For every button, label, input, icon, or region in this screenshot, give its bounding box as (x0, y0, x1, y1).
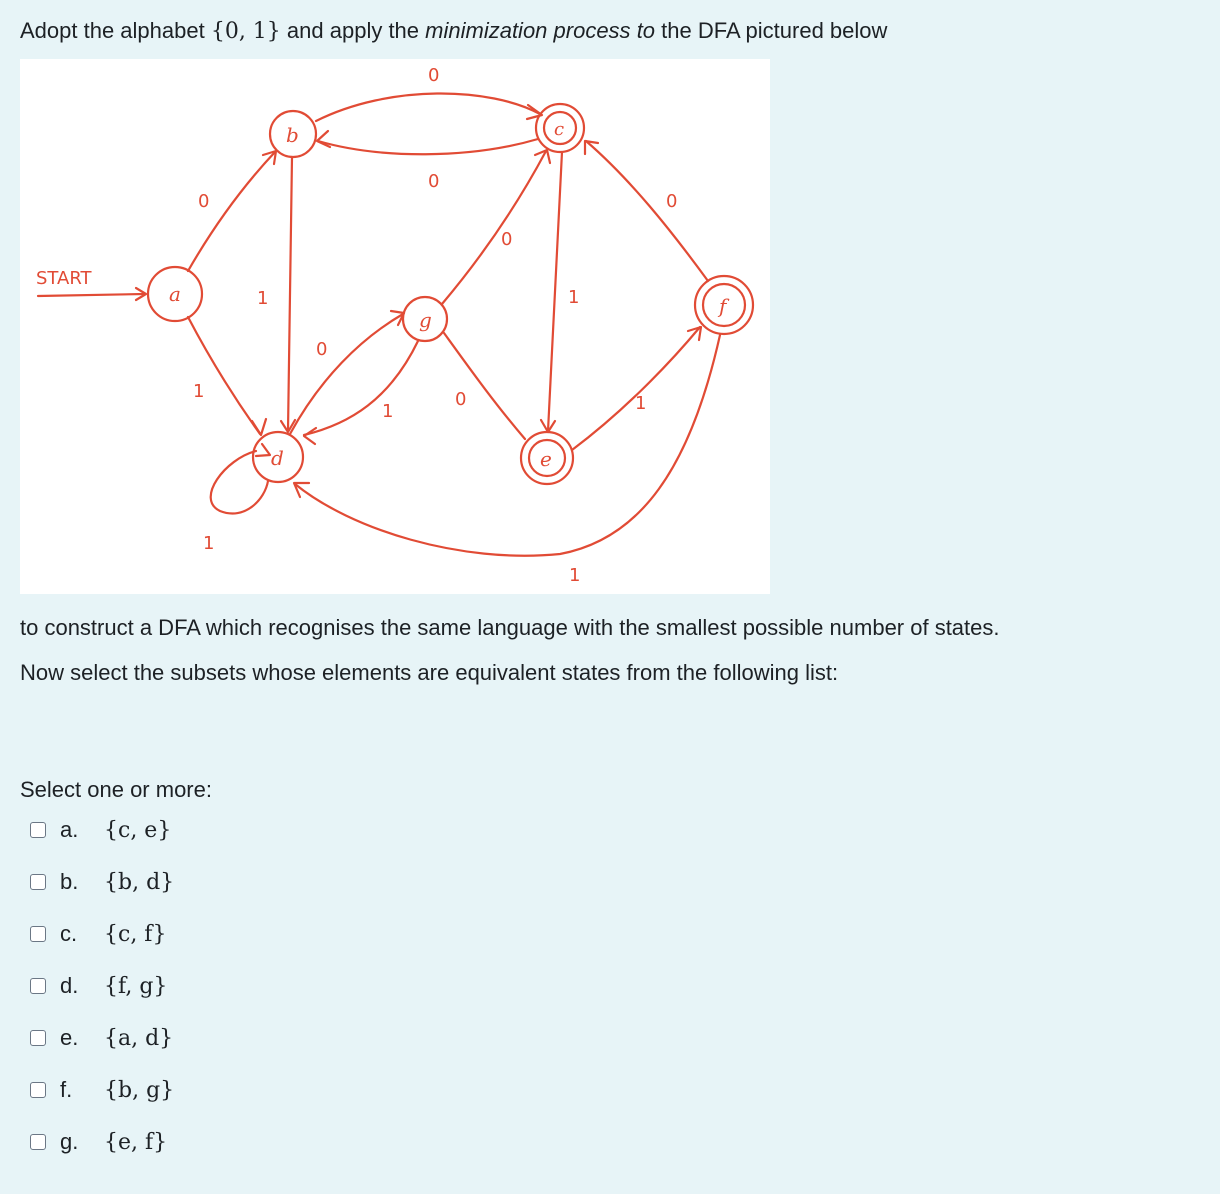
start-arrow (38, 294, 145, 296)
label-f-c: 0 (666, 191, 678, 212)
dfa-diagram (20, 59, 770, 594)
option-text: {e, f} (104, 1129, 168, 1155)
option-c[interactable] (30, 919, 166, 949)
dfa-svg (20, 59, 770, 594)
intro-part1: Adopt the alphabet (20, 18, 211, 43)
option-text: {c, e} (104, 817, 172, 843)
option-f[interactable] (30, 1075, 174, 1105)
state-c-label: c (554, 119, 565, 140)
checkbox-icon[interactable] (30, 926, 46, 942)
state-d-label: d (271, 446, 284, 470)
state-a-label: a (169, 282, 181, 306)
intro-part3: the DFA pictured below (655, 18, 888, 43)
question-instruction: Now select the subsets whose elements are equivalent states from the following list: (20, 660, 839, 685)
checkbox-icon[interactable] (30, 1134, 46, 1150)
checkbox-icon[interactable] (30, 978, 46, 994)
option-letter: b. (60, 869, 79, 894)
edge-a-d (188, 317, 260, 434)
option-text: {f, g} (104, 973, 168, 999)
label-e-f: 1 (635, 393, 647, 414)
select-prompt: Select one or more: (20, 777, 212, 802)
option-letter: g. (60, 1129, 79, 1154)
label-c-e: 1 (568, 287, 580, 308)
option-text: {b, d} (104, 869, 175, 895)
option-d[interactable] (30, 971, 167, 1001)
edge-f-c (586, 141, 708, 281)
label-a-d: 1 (193, 381, 205, 402)
option-letter: c. (60, 921, 78, 946)
edge-b-d (288, 157, 292, 431)
label-g-d: 1 (382, 401, 394, 422)
label-g-c: 0 (501, 229, 513, 250)
edge-f-d (295, 335, 720, 556)
state-b-label: b (286, 123, 299, 147)
option-letter: a. (60, 817, 79, 842)
label-c-b: 0 (428, 171, 440, 192)
edge-c-e (548, 152, 562, 431)
edge-d-loop (211, 451, 268, 514)
option-a[interactable] (30, 815, 171, 845)
alphabet-set: {0, 1} (210, 19, 281, 44)
edge-e-f (572, 327, 700, 450)
state-f-label: f (719, 294, 727, 318)
label-d-loop: 1 (203, 533, 215, 554)
state-g-label: g (419, 308, 432, 332)
label-f-d: 1 (569, 565, 581, 586)
option-text: {a, d} (104, 1025, 174, 1051)
state-e-label: e (540, 447, 552, 471)
option-letter: e. (60, 1025, 79, 1050)
label-d-g: 0 (316, 339, 328, 360)
option-letter: d. (60, 973, 79, 998)
edge-b-c (316, 93, 540, 121)
option-g[interactable] (30, 1127, 167, 1157)
edge-g-c (442, 151, 546, 304)
option-b[interactable] (30, 867, 174, 897)
checkbox-icon[interactable] (30, 822, 46, 838)
emphasis-minimization: minimization process (425, 18, 631, 43)
question-after-figure: to construct a DFA which recognises the same language with the smallest possible number of states. (20, 615, 1000, 640)
edge-g-e (444, 333, 525, 439)
edge-c-b (318, 139, 538, 154)
option-text: {b, g} (104, 1077, 175, 1103)
checkbox-icon[interactable] (30, 874, 46, 890)
intro-part2: and apply the (280, 18, 426, 43)
label-b-d: 1 (257, 288, 269, 309)
option-letter: f. (60, 1077, 73, 1102)
checkbox-icon[interactable] (30, 1030, 46, 1046)
label-a-b: 0 (198, 191, 210, 212)
label-b-c: 0 (428, 65, 440, 86)
emphasis-to: to (636, 18, 656, 43)
start-label: START (36, 268, 92, 289)
option-e[interactable] (30, 1023, 173, 1053)
question-intro (20, 18, 887, 45)
label-g-e: 0 (455, 389, 467, 410)
checkbox-icon[interactable] (30, 1082, 46, 1098)
option-text: {c, f} (104, 921, 167, 947)
